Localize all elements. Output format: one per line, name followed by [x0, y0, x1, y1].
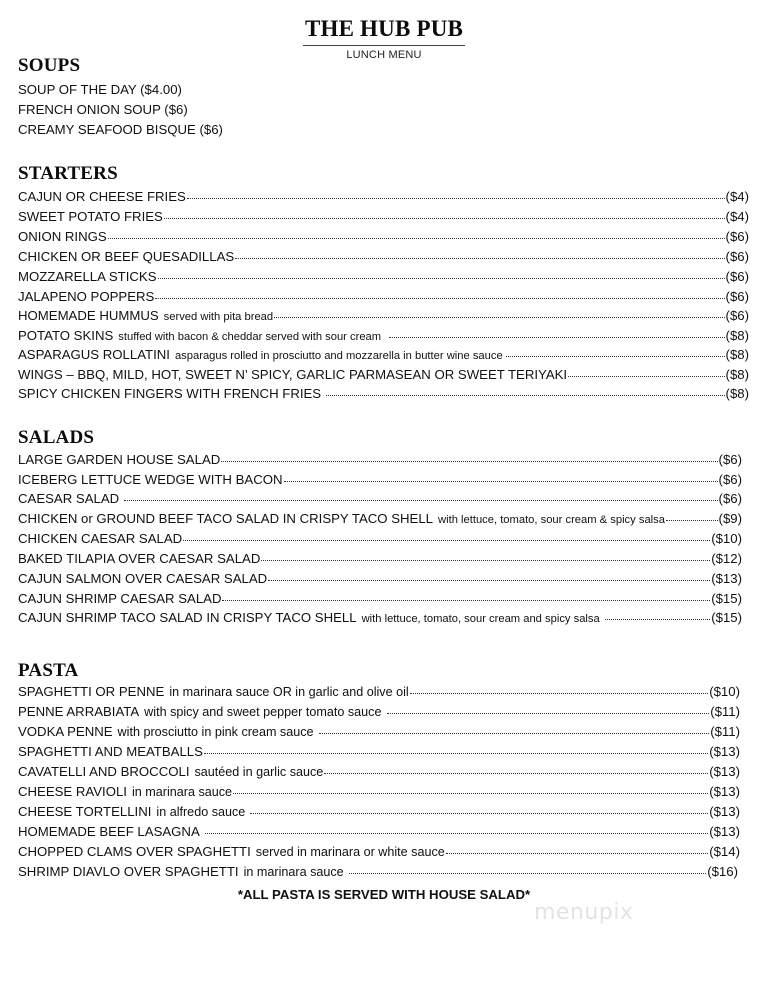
item-name: CHOPPED CLAMS OVER SPAGHETTI	[18, 844, 251, 859]
menu-item	[18, 511, 742, 528]
menu-item	[18, 864, 738, 880]
menu-item	[18, 249, 749, 265]
item-price: ($11)	[710, 724, 740, 739]
item-name: HOMEMADE BEEF LASAGNA	[18, 824, 200, 839]
section-title-starters: STARTERS	[18, 163, 118, 184]
dot-leader	[187, 188, 725, 199]
dot-leader	[222, 590, 710, 601]
dot-leader	[124, 490, 717, 501]
section-title-pasta: PASTA	[18, 660, 79, 681]
soup-item: CREAMY SEAFOOD BISQUE ($6)	[18, 122, 223, 137]
menu-item	[18, 269, 749, 285]
dot-leader	[221, 451, 717, 462]
item-price: ($13)	[709, 824, 740, 839]
item-price: ($10)	[711, 531, 742, 546]
item-name: VODKA PENNE	[18, 724, 113, 739]
dot-leader	[568, 366, 724, 377]
menu-subtitle: LUNCH MENU	[346, 49, 422, 61]
menu-item	[18, 804, 740, 820]
menu-item	[18, 684, 740, 700]
dot-leader	[387, 703, 710, 714]
menu-item	[18, 764, 740, 780]
item-description: with lettuce, tomato, sour cream & spicy salsa	[438, 514, 665, 526]
item-description: in marinara sauce	[243, 865, 344, 879]
item-name: CAESAR SALAD	[18, 491, 120, 506]
menu-item	[18, 784, 740, 800]
menu-item	[18, 229, 749, 245]
dot-leader	[183, 530, 710, 541]
dot-leader	[410, 683, 708, 694]
item-name: CAJUN OR CHEESE FRIES	[18, 189, 186, 204]
item-name: SPAGHETTI AND MEATBALLS	[18, 744, 203, 759]
dot-leader	[274, 307, 724, 318]
item-name: CHEESE TORTELLINI	[18, 804, 152, 819]
item-price: ($13)	[709, 744, 740, 759]
dot-leader	[326, 385, 724, 396]
dot-leader	[389, 327, 724, 338]
item-price: ($8)	[725, 367, 749, 382]
item-name: SPAGHETTI OR PENNE	[18, 684, 165, 699]
menu-item	[18, 367, 749, 383]
dot-leader	[284, 471, 718, 482]
item-price: ($6)	[718, 452, 742, 467]
item-name: PENNE ARRABIATA	[18, 704, 140, 719]
dot-leader	[349, 863, 707, 874]
menu-item	[18, 744, 740, 760]
dot-leader	[268, 570, 710, 581]
menu-item	[18, 551, 742, 567]
item-price: ($15)	[711, 610, 742, 625]
item-name: ASPARAGUS ROLLATINI	[18, 347, 170, 362]
item-price: ($11)	[710, 704, 740, 719]
menu-item	[18, 724, 740, 740]
item-price: ($9)	[718, 511, 742, 526]
menu-header	[0, 16, 768, 61]
menu-item	[18, 591, 742, 607]
menu-item	[18, 824, 740, 840]
menu-item	[18, 308, 749, 325]
item-price: ($13)	[711, 571, 742, 586]
item-price: ($6)	[725, 249, 749, 264]
item-name: LARGE GARDEN HOUSE SALAD	[18, 452, 221, 467]
section-title-salads: SALADS	[18, 427, 95, 448]
dot-leader	[250, 803, 708, 814]
dot-leader	[205, 823, 708, 834]
item-name: CHICKEN CAESAR SALAD	[18, 531, 183, 546]
item-price: ($4)	[725, 189, 749, 204]
item-price: ($6)	[725, 269, 749, 284]
item-description: in marinara sauce OR in garlic and olive oil	[169, 685, 409, 699]
item-price: ($12)	[711, 551, 742, 566]
item-price: ($10)	[709, 684, 740, 699]
item-name: POTATO SKINS	[18, 328, 114, 343]
item-description: stuffed with bacon & cheddar served with sour cream	[118, 331, 382, 343]
soup-item: SOUP OF THE DAY ($4.00)	[18, 82, 182, 97]
item-name: CHICKEN or GROUND BEEF TACO SALAD IN CRISPY TACO SHELL	[18, 511, 434, 526]
item-name: JALAPENO POPPERS	[18, 289, 155, 304]
item-name: MOZZARELLA STICKS	[18, 269, 157, 284]
item-name: CAJUN SALMON OVER CAESAR SALAD	[18, 571, 268, 586]
dot-leader	[164, 208, 725, 219]
menu-item	[18, 610, 742, 627]
dot-leader	[324, 763, 708, 774]
item-name: CAJUN SHRIMP CAESAR SALAD	[18, 591, 222, 606]
section-title-soups: SOUPS	[18, 55, 81, 76]
dot-leader	[235, 248, 724, 259]
item-price: ($8)	[725, 386, 749, 401]
item-description: with prosciutto in pink cream sauce	[117, 725, 314, 739]
dot-leader	[446, 843, 708, 854]
watermark-logo: menupix	[534, 900, 634, 925]
item-name: BAKED TILAPIA OVER CAESAR SALAD	[18, 551, 261, 566]
dot-leader	[233, 783, 708, 794]
item-price: ($15)	[711, 591, 742, 606]
item-price: ($6)	[725, 229, 749, 244]
dot-leader	[204, 743, 708, 754]
dot-leader	[155, 288, 724, 299]
menu-item	[18, 209, 749, 225]
item-description: with spicy and sweet pepper tomato sauce	[144, 705, 382, 719]
item-price: ($16)	[707, 864, 738, 879]
dot-leader	[605, 609, 710, 620]
item-name: CHEESE RAVIOLI	[18, 784, 127, 799]
dot-leader	[666, 510, 718, 521]
item-name: HOMEMADE HUMMUS	[18, 308, 159, 323]
item-name: CAVATELLI AND BROCCOLI	[18, 764, 190, 779]
menu-item	[18, 531, 742, 547]
item-price: ($6)	[718, 491, 742, 506]
item-price: ($6)	[725, 289, 749, 304]
menu-item	[18, 844, 740, 860]
item-description: served in marinara or white sauce	[255, 845, 445, 859]
item-price: ($14)	[709, 844, 740, 859]
item-price: ($13)	[709, 764, 740, 779]
item-name: CAJUN SHRIMP TACO SALAD IN CRISPY TACO SHELL	[18, 610, 357, 625]
item-description: in marinara sauce	[131, 785, 233, 799]
dot-leader	[506, 346, 725, 357]
soup-item: FRENCH ONION SOUP ($6)	[18, 102, 188, 117]
item-price: ($4)	[725, 209, 749, 224]
menu-item	[18, 189, 749, 205]
menu-item	[18, 704, 740, 720]
item-price: ($6)	[718, 472, 742, 487]
item-name: ICEBERG LETTUCE WEDGE WITH BACON	[18, 472, 283, 487]
item-name: WINGS – BBQ, MILD, HOT, SWEET N’ SPICY, GARLIC PARMASEAN OR SWEET TERIYAKI	[18, 367, 568, 382]
menu-item	[18, 289, 749, 305]
restaurant-title: THE HUB PUB	[303, 16, 465, 46]
menu-item	[18, 328, 749, 345]
item-description: asparagus rolled in prosciutto and mozzarella in butter wine sauce	[174, 350, 503, 362]
menu-item	[18, 347, 749, 364]
pasta-note: *ALL PASTA IS SERVED WITH HOUSE SALAD*	[237, 887, 531, 902]
item-name: ONION RINGS	[18, 229, 107, 244]
dot-leader	[319, 723, 710, 734]
item-description: in alfredo sauce	[156, 805, 246, 819]
item-price: ($13)	[709, 804, 740, 819]
item-price: ($13)	[709, 784, 740, 799]
item-description: sautéed in garlic sauce	[194, 765, 324, 779]
dot-leader	[108, 228, 725, 239]
item-price: ($8)	[725, 328, 749, 343]
item-description: with lettuce, tomato, sour cream and spicy salsa	[361, 613, 600, 625]
item-price: ($8)	[725, 347, 749, 362]
menu-item	[18, 472, 742, 488]
dot-leader	[261, 550, 710, 561]
menu-item	[18, 452, 742, 468]
item-description: served with pita bread	[163, 311, 274, 323]
item-name: SPICY CHICKEN FINGERS WITH FRENCH FRIES	[18, 386, 322, 401]
item-name: SWEET POTATO FRIES	[18, 209, 163, 224]
item-name: SHRIMP DIAVLO OVER SPAGHETTI	[18, 864, 239, 879]
menu-item	[18, 491, 742, 507]
item-name: CHICKEN OR BEEF QUESADILLAS	[18, 249, 235, 264]
menu-item	[18, 386, 749, 402]
item-price: ($6)	[725, 308, 749, 323]
menu-item	[18, 571, 742, 587]
dot-leader	[158, 268, 725, 279]
